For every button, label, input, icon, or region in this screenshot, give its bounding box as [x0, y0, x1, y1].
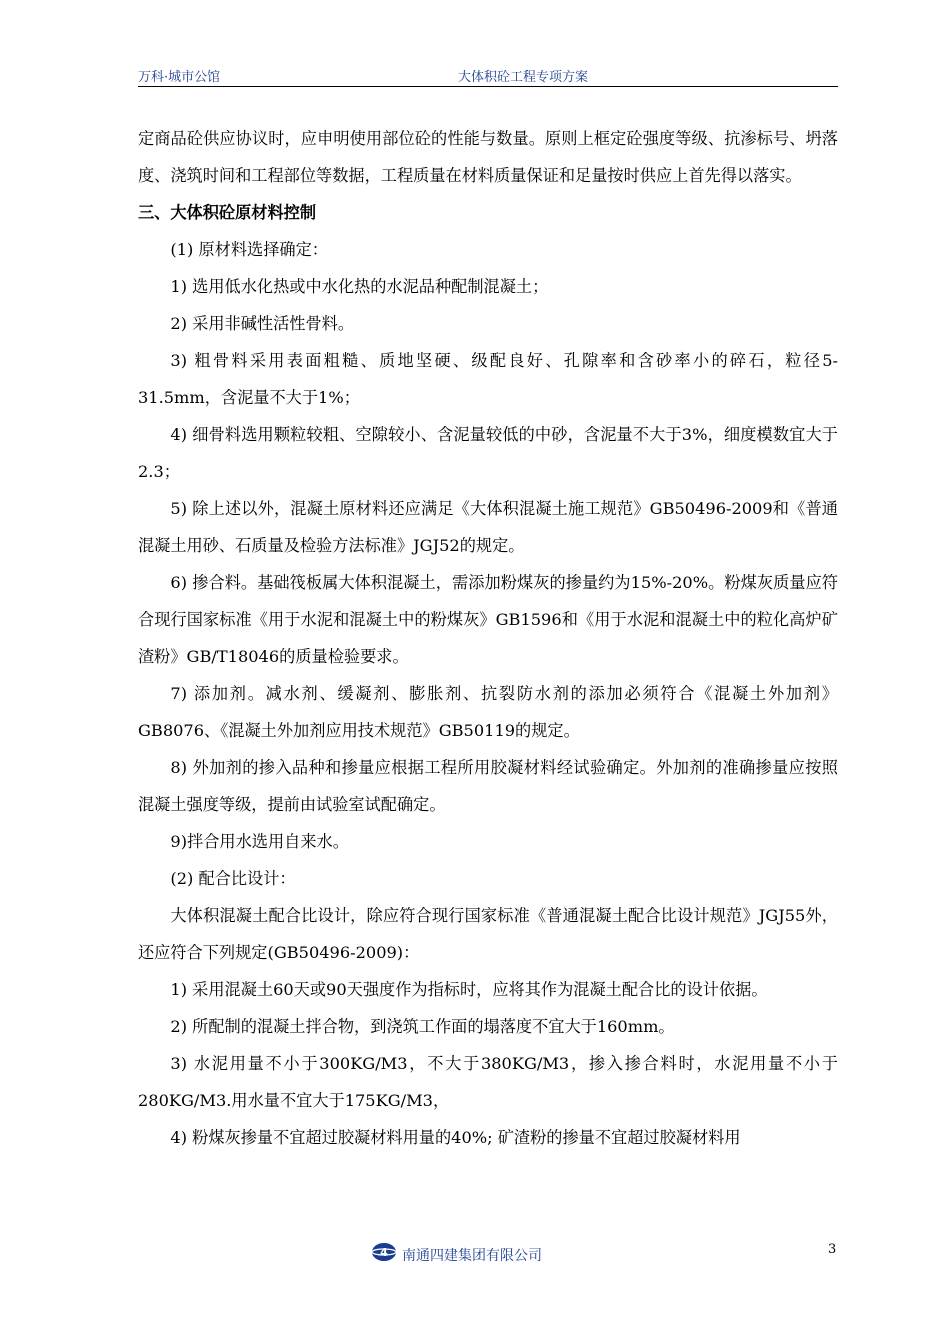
svg-text:4: 4: [380, 1246, 388, 1259]
paragraph: 4) 细骨料选用颗粒较粗、空隙较小、含泥量较低的中砂，含泥量不大于3%，细度模数宜大于2.3；: [138, 425, 838, 481]
paragraph: 5) 除上述以外，混凝土原材料还应满足《大体积混凝土施工规范》GB50496-2009和《普通混凝土用砂、石质量及检验方法标准》JGJ52的规定。: [138, 499, 838, 555]
paragraph: 1) 选用低水化热或中水化热的水泥品种配制混凝土；: [170, 277, 549, 296]
section-heading: 三、大体积砼原材料控制: [138, 203, 317, 222]
paragraph: 6) 掺合料。基础筏板属大体积混凝土，需添加粉煤灰的掺量约为15%-20%。粉煤灰质量应符合现行国家标准《用于水泥和混凝土中的粉煤灰》GB1596和《用于水泥和混凝土中的粒化高炉矿渣粉》GB/T18046的质量检验要求。: [138, 573, 838, 666]
paragraph: 3) 水泥用量不小于300KG/M3，不大于380KG/M3，掺入掺合料时，水泥用量不小于280KG/M3.用水量不宜大于175KG/M3，: [138, 1054, 838, 1110]
page-header: [138, 64, 838, 87]
paragraph: 2) 所配制的混凝土拌合物，到浇筑工作面的塌落度不宜大于160mm。: [170, 1017, 675, 1036]
paragraph: (2) 配合比设计：: [170, 869, 296, 888]
paragraph: 7) 添加剂。减水剂、缓凝剂、膨胀剂、抗裂防水剂的添加必须符合《混凝土外加剂》GB8076、《混凝土外加剂应用技术规范》GB50119的规定。: [138, 684, 838, 740]
footer-company-name: 南通四建集团有限公司: [402, 1248, 542, 1264]
paragraph: 大体积混凝土配合比设计，除应符合现行国家标准《普通混凝土配合比设计规范》JGJ55外，还应符合下列规定(GB50496-2009)：: [138, 906, 838, 962]
document-body: [138, 120, 838, 1156]
paragraph: 9)拌合用水选用自来水。: [170, 832, 349, 851]
paragraph: 1) 采用混凝土60天或90天强度作为指标时，应将其作为混凝土配合比的设计依据。: [170, 980, 768, 999]
paragraph: 8) 外加剂的掺入品种和掺量应根据工程所用胶凝材料经试验确定。外加剂的准确掺量应按照混凝土强度等级，提前由试验室试配确定。: [138, 758, 838, 814]
page-footer: [0, 1238, 950, 1270]
paragraph-continuation: 定商品砼供应协议时，应申明使用部位砼的性能与数量。原则上框定砼强度等级、抗渗标号、坍落度、浇筑时间和工程部位等数据，工程质量在材料质量保证和足量按时供应上首先得以落实。: [138, 129, 838, 185]
paragraph: (1) 原材料选择确定：: [170, 240, 328, 259]
paragraph: 3) 粗骨料采用表面粗糙、质地坚硬、级配良好、孔隙率和含砂率小的碎石，粒径5-31.5mm，含泥量不大于1%；: [138, 351, 838, 407]
paragraph: 4) 粉煤灰掺量不宜超过胶凝材料用量的40%; 矿渣粉的掺量不宜超过胶凝材料用: [170, 1128, 741, 1147]
header-project-name: 万科·城市公馆: [138, 70, 221, 85]
company-logo-icon: [371, 1242, 397, 1262]
paragraph: 2) 采用非碱性活性骨料。: [170, 314, 355, 333]
header-document-title: 大体积砼工程专项方案: [458, 70, 589, 85]
page-number: 3: [828, 1242, 837, 1257]
